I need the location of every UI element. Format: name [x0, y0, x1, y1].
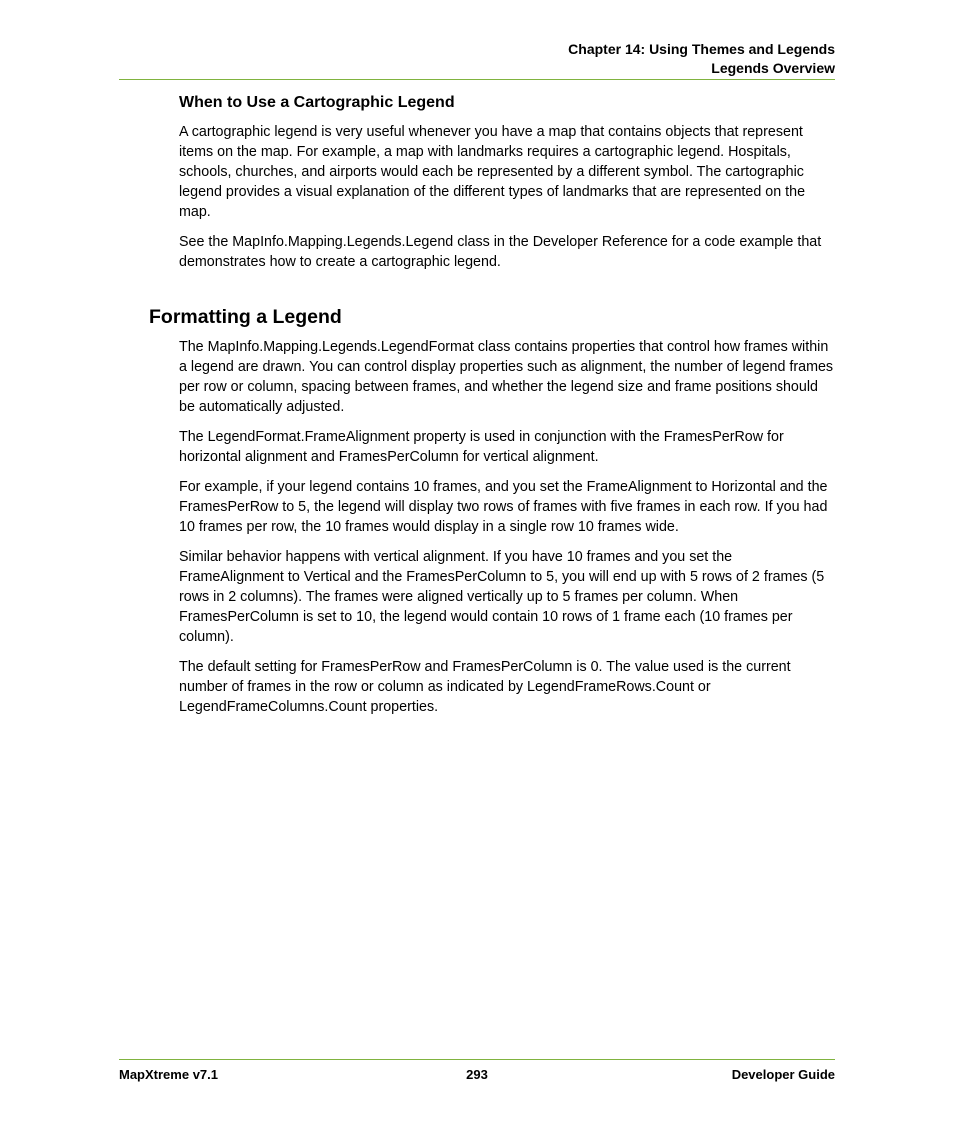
- running-header: [568, 40, 835, 78]
- paragraph: A cartographic legend is very useful whenever you have a map that contains objects that represent items on the map. For example, a map with landmarks requires a cartographic legend. Hospitals, schools, churches, and airports would each be represented by a different symbol. The cartographic legend provides a visual explanation of the different types of landmarks that are represented on the map.: [179, 124, 806, 220]
- section2-body: [179, 337, 835, 727]
- header-rule: [119, 79, 835, 80]
- subsection-heading: When to Use a Cartographic Legend: [179, 94, 455, 111]
- section-title: Legends Overview: [711, 60, 835, 76]
- footer-rule: [119, 1059, 835, 1060]
- page-number: 293: [466, 1067, 488, 1082]
- paragraph: The MapInfo.Mapping.Legends.LegendFormat class contains properties that control how frames within a legend are drawn. You can control display properties such as alignment, the number of legend frames per row or column, spacing between frames, and whether the legend size and frame positions should be automatically adjusted.: [179, 339, 834, 415]
- chapter-title: Chapter 14: Using Themes and Legends: [568, 41, 835, 57]
- footer-guide-title: Developer Guide: [731, 1067, 835, 1082]
- section1-body: [179, 122, 835, 282]
- paragraph: The default setting for FramesPerRow and FramesPerColumn is 0. The value used is the current number of frames in the row or column as indicated by LegendFrameRows.Count or LegendFrameColumns.Count properties.: [179, 659, 791, 715]
- paragraph: For example, if your legend contains 10 frames, and you set the FrameAlignment to Horizontal and the FramesPerRow to 5, the legend will display two rows of frames with five frames in each row. If you had 10 frames per row, the 10 frames would display in a single row 10 frames wide.: [179, 479, 828, 535]
- paragraph: The LegendFormat.FrameAlignment property is used in conjunction with the FramesPerRow for horizontal alignment and FramesPerColumn for vertical alignment.: [179, 429, 784, 465]
- section-heading: Formatting a Legend: [149, 306, 342, 328]
- paragraph: Similar behavior happens with vertical alignment. If you have 10 frames and you set the FrameAlignment to Vertical and the FramesPerColumn to 5, you will end up with 5 rows of 2 frames (5 rows in 2 columns). The frames were aligned vertically up to 5 frames per column. When FramesPerColumn is set to 10, the legend would contain 10 rows of 1 frame each (10 frames per column).: [179, 549, 825, 645]
- paragraph: See the MapInfo.Mapping.Legends.Legend class in the Developer Reference for a code example that demonstrates how to create a cartographic legend.: [179, 234, 822, 270]
- footer-product: MapXtreme v7.1: [119, 1067, 218, 1082]
